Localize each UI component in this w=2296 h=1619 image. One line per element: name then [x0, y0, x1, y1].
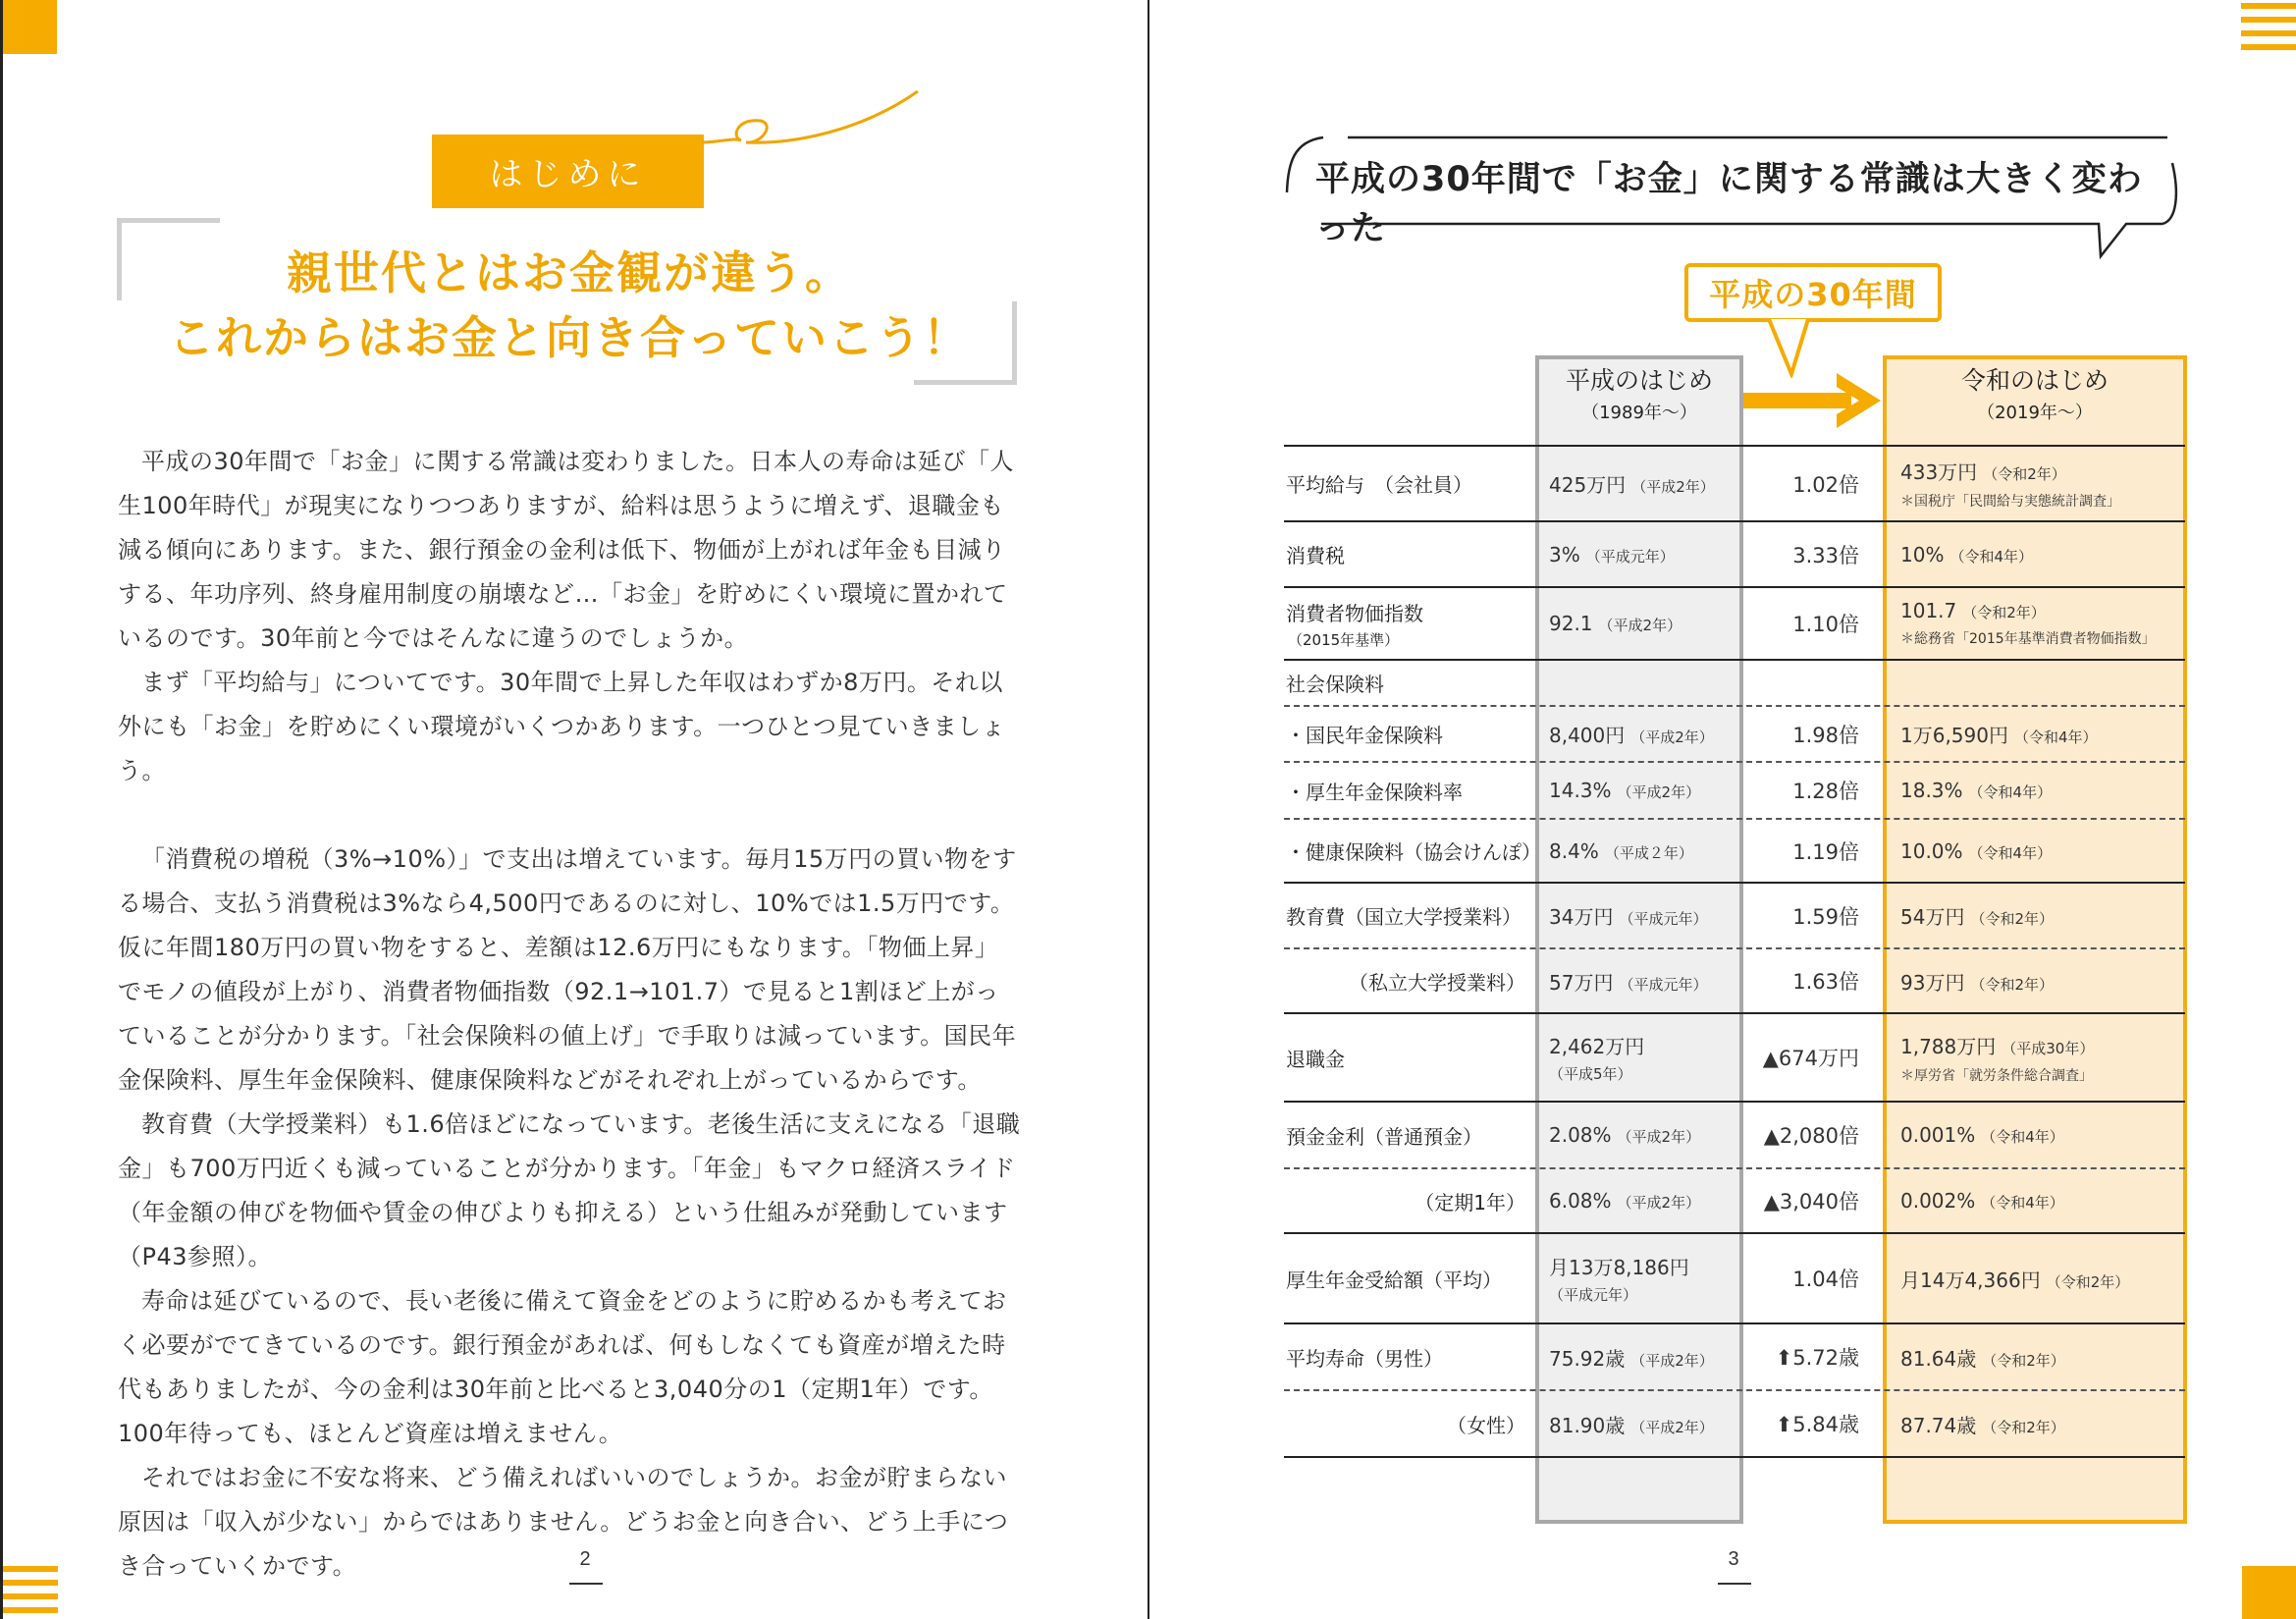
reiwa-year: （令和4年） — [1968, 843, 2053, 862]
reiwa-value-text: 433万円 — [1900, 460, 1978, 484]
row-label — [1284, 598, 1535, 650]
table-row — [1284, 586, 2185, 659]
row-label-text: （女性） — [1447, 1413, 1525, 1437]
reiwa-value-text: 54万円 — [1900, 905, 1965, 929]
table-row — [1284, 1322, 2185, 1389]
heisei-value-text: 34万円 — [1549, 905, 1614, 929]
table-row — [1284, 1389, 2185, 1458]
change-ratio: 1.28倍 — [1792, 780, 1859, 803]
heisei-value-text: 14.3% — [1549, 779, 1612, 802]
reiwa-year: （平成30年） — [2002, 1039, 2095, 1057]
heisei-year: （平成2年） — [1631, 478, 1715, 496]
column-header-reiwa — [1887, 363, 2183, 428]
heisei-value — [1535, 1123, 1743, 1147]
heisei-year: （平成2年） — [1617, 1194, 1701, 1212]
row-label-text: 退職金 — [1286, 1047, 1345, 1071]
reiwa-value — [1883, 967, 2185, 996]
heisei-value-text: 3% — [1549, 542, 1580, 567]
change-ratio: ▲674万円 — [1762, 1047, 1859, 1070]
reiwa-year: （令和2年） — [2046, 1272, 2130, 1291]
heisei-value-text: 81.90歳 — [1549, 1413, 1626, 1437]
row-label-text: ・国民年金保険料 — [1286, 724, 1443, 747]
intro-tag: はじめに — [432, 135, 704, 208]
change-ratio: ▲2,080倍 — [1763, 1124, 1859, 1148]
change-ratio: 1.10倍 — [1792, 613, 1859, 636]
table-row — [1284, 445, 2185, 520]
change-ratio: 1.02倍 — [1792, 472, 1859, 497]
heisei-value-text: 2,462万円 — [1549, 1035, 1645, 1058]
row-label — [1284, 540, 1535, 568]
page-number-underline — [569, 1583, 603, 1585]
heisei-value-text: 2.08% — [1549, 1123, 1612, 1147]
page-number-left: 2 — [579, 1548, 591, 1570]
row-label — [1284, 669, 1535, 697]
arrow-right-icon — [1743, 371, 1886, 430]
heisei-value — [1535, 1343, 1743, 1372]
source-note: ＊総務省「2015年基準消費者物価指数」 — [1900, 631, 2156, 647]
row-label — [1284, 1343, 1535, 1372]
callout-heisei-30-years: 平成の30年間 — [1684, 263, 1942, 322]
heisei-value — [1535, 901, 1743, 930]
page-number-right: 3 — [1728, 1548, 1739, 1570]
row-label — [1284, 1410, 1535, 1438]
row-label-text: ・厚生年金保険料率 — [1286, 780, 1463, 804]
heisei-value-text: 月13万8,186円 — [1549, 1256, 1689, 1279]
reiwa-value-text: 87.74歳 — [1900, 1413, 1977, 1437]
heisei-value — [1535, 672, 1743, 695]
heisei-year: （平成2年） — [1630, 729, 1714, 746]
reiwa-value-text: 0.001% — [1900, 1123, 1976, 1147]
page-edge — [0, 0, 3, 1619]
row-label — [1284, 720, 1535, 748]
column-title-heisei: 平成のはじめ — [1565, 366, 1713, 395]
headline-line-2: これからはお金と向き合っていこう！ — [169, 311, 970, 364]
table-row — [1284, 761, 2185, 818]
column-title-reiwa: 令和のはじめ — [1960, 366, 2109, 395]
heisei-value-text: 8,400円 — [1549, 724, 1626, 747]
heisei-year: （平成２年） — [1604, 843, 1693, 862]
reiwa-value — [1883, 901, 2185, 930]
heisei-value — [1535, 469, 1743, 498]
body-paragraph: 平成の30年間で「お金」に関する常識は変わりました。日本人の寿命は延び「人生100年時代」が現実になりつつありますが、給料は思うように増えず、退職金も減る傾向にあります。また、銀行預金の金利は低下、物価が上がれば年金も目減りする、年功序列、終身雇用制度の崩壊など…「お金」を貯めにくい環境に置かれているのです。30年前と今ではそんなに違うのでしょうか。 — [118, 448, 1015, 652]
body-text — [118, 440, 1021, 1589]
heisei-year: （平成元年） — [1619, 975, 1708, 994]
change-ratio: 1.98倍 — [1792, 723, 1859, 747]
comparison-table — [1284, 445, 2185, 1458]
reiwa-year: （令和4年） — [2013, 729, 2098, 746]
heisei-year: （平成2年） — [1630, 1418, 1714, 1436]
row-label — [1284, 1121, 1535, 1150]
reiwa-value — [1883, 779, 2185, 802]
heisei-value — [1535, 1252, 1743, 1305]
page-number-underline — [1718, 1583, 1751, 1585]
table-row — [1284, 1167, 2185, 1232]
reiwa-value-text: 93万円 — [1900, 970, 1965, 995]
heisei-value-text: 6.08% — [1549, 1189, 1612, 1213]
heisei-year: （平成2年） — [1630, 1351, 1714, 1370]
reiwa-year: （令和2年） — [1983, 465, 2066, 483]
reiwa-value-text: 1,788万円 — [1900, 1034, 1997, 1058]
body-paragraph: 寿命は延びているので、長い老後に備えて資金をどのように貯めるかも考えておく必要がでてきているのです。銀行預金があれば、何もしなくても資産が増えた時代もありましたが、今の金利は30年前と比べると3,040分の1（定期1年）です。100年待っても、ほとんど資産は増えません。 — [118, 1287, 1007, 1447]
heisei-value — [1535, 720, 1743, 748]
heisei-year: （平成元年） — [1585, 547, 1675, 566]
row-label-text: （定期1年） — [1415, 1190, 1525, 1214]
body-paragraph: まず「平均給与」についてです。30年間で上昇した年収はわずか8万円。それ以外にも「お金」を貯めにくい環境がいくつかあります。一つひとつ見ていきましょう。 — [118, 669, 1006, 784]
heisei-value-text: 8.4% — [1549, 838, 1599, 863]
page-headline — [118, 241, 1021, 370]
change-ratio: ⬆5.84歳 — [1775, 1413, 1859, 1436]
row-label-text: 預金金利（普通預金） — [1286, 1124, 1482, 1149]
heisei-value — [1535, 839, 1743, 863]
row-label — [1284, 901, 1535, 930]
reiwa-value — [1883, 1123, 2185, 1147]
source-note: ＊厚労省「就労条件総合調査」 — [1900, 1067, 2093, 1084]
reiwa-value-text: 101.7 — [1900, 599, 1957, 622]
row-label-text: 社会保険料 — [1286, 673, 1384, 696]
reiwa-year: （令和2年） — [1970, 910, 2054, 928]
row-label-text: 消費者物価指数 — [1286, 601, 1423, 625]
heisei-value — [1535, 1410, 1743, 1438]
row-label-text: 厚生年金受給額（平均） — [1286, 1268, 1502, 1292]
reiwa-year: （令和4年） — [1949, 547, 2033, 566]
row-label-text: 教育費（国立大学授業料） — [1286, 905, 1522, 929]
heisei-value — [1535, 967, 1743, 996]
reiwa-value — [1883, 543, 2185, 567]
corner-stripes-bottom-left — [3, 1566, 58, 1613]
table-row — [1284, 818, 2185, 882]
column-sub-reiwa: （2019年〜） — [1977, 403, 2093, 423]
table-row — [1284, 882, 2185, 947]
heisei-year: （平成2年） — [1617, 783, 1701, 801]
ribbon-curl-decoration — [702, 83, 928, 152]
column-header-heisei — [1539, 363, 1739, 428]
heisei-year: （平成元年） — [1549, 1286, 1638, 1304]
table-row — [1284, 1232, 2185, 1322]
reiwa-value — [1883, 1031, 2185, 1085]
heisei-year: （平成元年） — [1619, 910, 1708, 928]
change-ratio: 1.04倍 — [1792, 1268, 1859, 1291]
reiwa-year: （令和4年） — [1981, 1194, 2064, 1212]
change-ratio: 1.59倍 — [1792, 904, 1859, 929]
reiwa-value-text: 1万6,590円 — [1900, 724, 2008, 747]
reiwa-year: （令和2年） — [1982, 1351, 2065, 1370]
reiwa-value — [1883, 839, 2185, 863]
source-note: ＊国税庁「民間給与実態統計調査」 — [1900, 494, 2120, 510]
row-label — [1284, 1265, 1535, 1293]
heisei-value-text: 425万円 — [1549, 473, 1627, 497]
column-sub-heisei: （1989年〜） — [1581, 403, 1697, 423]
corner-tab-bottom-right — [2242, 1566, 2296, 1619]
reiwa-value — [1883, 1189, 2185, 1213]
heisei-year: （平成5年） — [1549, 1065, 1632, 1083]
reiwa-value — [1883, 599, 2185, 648]
reiwa-value-text: 月14万4,366円 — [1900, 1268, 2041, 1292]
reiwa-value-text: 81.64歳 — [1900, 1346, 1977, 1371]
change-ratio: 1.19倍 — [1792, 839, 1859, 864]
row-label-text: 平均寿命（男性） — [1286, 1346, 1443, 1371]
body-paragraph: それではお金に不安な将来、どう備えればいいのでしょうか。お金が貯まらない原因は「収入が少ない」からではありません。どうお金と向き合い、どう上手につき合っていくかです。 — [118, 1464, 1009, 1580]
change-ratio: 3.33倍 — [1792, 543, 1859, 567]
heisei-value-text: 92.1 — [1549, 612, 1593, 635]
heisei-value-text: 57万円 — [1549, 970, 1614, 995]
reiwa-value — [1883, 720, 2185, 748]
reiwa-value-text: 18.3% — [1900, 779, 1963, 802]
row-label — [1284, 1044, 1535, 1072]
reiwa-value — [1883, 672, 2185, 695]
table-row — [1284, 520, 2185, 586]
callout-tail — [1767, 319, 1816, 378]
row-label — [1284, 836, 1541, 865]
heisei-value — [1535, 543, 1743, 567]
corner-stripes-top-right — [2241, 3, 2296, 50]
table-row — [1284, 659, 2185, 705]
change-ratio: 1.63倍 — [1792, 970, 1859, 994]
reiwa-value — [1883, 457, 2185, 511]
row-label — [1284, 469, 1535, 498]
table-row — [1284, 947, 2185, 1012]
corner-tab-top-left — [3, 0, 57, 54]
row-label — [1284, 777, 1535, 805]
reiwa-year: （令和2年） — [1962, 604, 2046, 621]
body-paragraph: 「消費税の増税（3%→10%）」で支出は増えています。毎月15万円の買い物をする場合、支払う消費税は3%なら4,500円であるのに対し、10%では1.5万円です。仮に年間180万円の買い物をすると、差額は12.6万円にもなります。「物価上昇」でモノの値段が上がり、消費者物価指数（92.1→101.7）で見ると1割ほど上がっていることが分かります。「社会保険料の値上げ」で手取りは減っています。国民年金保険料、厚生年金保険料、健康保険料などがそれぞれ上がっているからです。 — [118, 845, 1017, 1094]
reiwa-year: （令和2年） — [1982, 1418, 2065, 1436]
reiwa-value — [1883, 1265, 2185, 1293]
change-ratio: ⬆5.72歳 — [1775, 1346, 1859, 1370]
reiwa-value-text: 10.0% — [1900, 838, 1963, 863]
table-row — [1284, 1101, 2185, 1167]
reiwa-year: （令和2年） — [1970, 975, 2054, 994]
row-label-note: （2015年基準） — [1288, 630, 1400, 649]
heisei-year: （平成2年） — [1598, 617, 1682, 634]
row-label — [1284, 1187, 1535, 1215]
change-ratio: ▲3,040倍 — [1763, 1190, 1859, 1214]
heisei-value-text: 75.92歳 — [1549, 1346, 1626, 1371]
page-spine-divider — [1148, 0, 1149, 1619]
heisei-value — [1535, 779, 1743, 802]
headline-line-1: 親世代とはお金観が違う。 — [287, 246, 852, 299]
reiwa-value — [1883, 1410, 2185, 1438]
row-label-text: ・健康保険料（協会けんぽ） — [1286, 840, 1541, 864]
table-row — [1284, 1012, 2185, 1101]
heisei-year: （平成2年） — [1617, 1128, 1701, 1146]
reiwa-year: （令和4年） — [1968, 783, 2053, 801]
row-label-text: （私立大学授業料） — [1349, 970, 1525, 995]
body-paragraph: 教育費（大学授業料）も1.6倍ほどになっています。老後生活に支えになる「退職金」も700万円近くも減っていることが分かります。「年金」もマクロ経済スライド（年金額の伸びを物価や賃金の伸びよりも抑える）という仕組みが発動しています（P43参照）。 — [118, 1110, 1021, 1270]
heisei-value — [1535, 1189, 1743, 1213]
row-label — [1284, 967, 1535, 996]
heisei-value — [1535, 612, 1743, 635]
table-row — [1284, 705, 2185, 761]
row-label-text: 消費税 — [1286, 544, 1345, 567]
bubble-title: 平成の30年間で「お金」に関する常識は大きく変わった — [1315, 160, 2143, 248]
heisei-value — [1535, 1031, 1743, 1084]
reiwa-value-text: 10% — [1900, 542, 1945, 567]
reiwa-year: （令和4年） — [1981, 1128, 2064, 1146]
reiwa-value — [1883, 1343, 2185, 1372]
reiwa-value-text: 0.002% — [1900, 1189, 1976, 1213]
row-label-text: 平均給与 （会社員） — [1286, 473, 1472, 497]
